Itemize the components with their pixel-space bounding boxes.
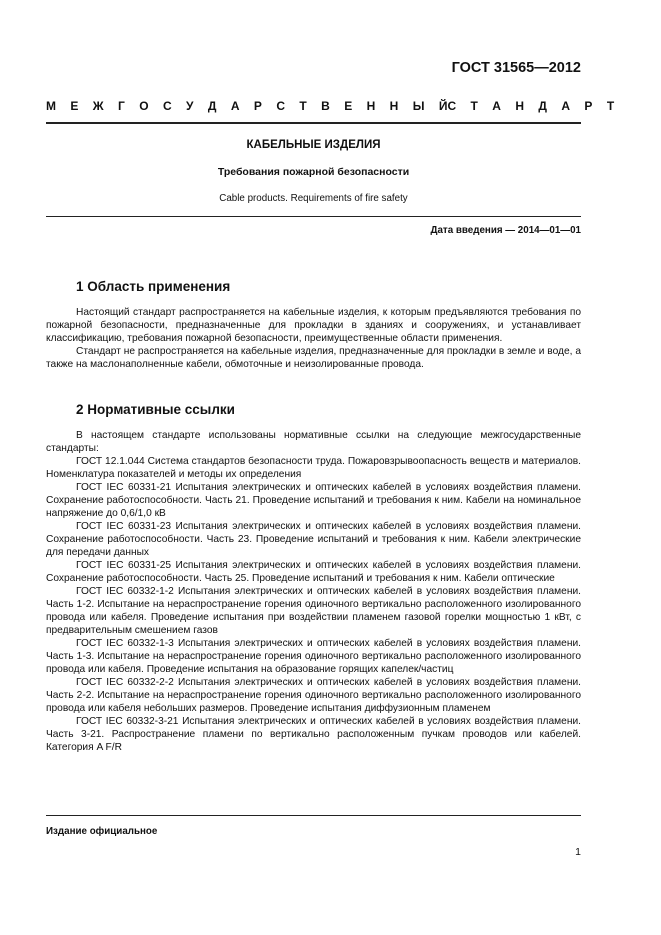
page-number: 1 xyxy=(575,846,581,858)
section-2-body xyxy=(46,429,581,754)
heading-letter: Г xyxy=(118,99,125,113)
heading-letter: С xyxy=(162,99,172,113)
heading-letter: С xyxy=(447,99,457,113)
heading-letter: Д xyxy=(207,99,217,113)
title-divider xyxy=(46,216,581,217)
official-edition-label: Издание официальное xyxy=(46,826,158,837)
footer-divider xyxy=(46,815,581,816)
heading-letter: Н xyxy=(366,99,376,113)
section-1-title: 1 Область применения xyxy=(76,279,231,294)
heading-letter: С xyxy=(276,99,285,113)
reference-item: ГОСТ IEC 60331-21 Испытания электрических и оптических кабелей в условиях воздействия пламени. Сохранение работоспособности. Часть 21. Проведение испытаний и требования к ним. Кабели на номинальное напряжение до 0,6/1,0 кВ xyxy=(46,482,581,519)
paragraph: В настоящем стандарте использованы нормативные ссылки на следующие межгосударственные стандарты: xyxy=(46,430,581,454)
header-divider xyxy=(46,122,581,124)
section-1-body xyxy=(46,306,581,371)
english-title: Cable products. Requirements of fire safety xyxy=(219,193,408,204)
heading-letter: А xyxy=(492,99,501,113)
heading-letter: Н xyxy=(389,99,399,113)
heading-letter: А xyxy=(230,99,240,113)
heading-letter: О xyxy=(139,99,149,113)
heading-letter: Р xyxy=(253,99,262,113)
standard-word xyxy=(447,99,614,113)
reference-item: ГОСТ IEC 60332-1-2 Испытания электрических и оптических кабелей в условиях воздействия пламени. Часть 1-2. Испытание на нераспространение горения одиночного вертикально расположенного изолированного провода или кабеля. Проведение испытания при воздействии пламенем газовой горелки мощностью 1 кВт, с предварительным смешением газов xyxy=(46,586,581,636)
gost-number: ГОСТ 31565—2012 xyxy=(451,60,581,76)
interstate-word xyxy=(46,99,447,113)
heading-letter: У xyxy=(186,99,194,113)
heading-letter: Т xyxy=(606,99,615,113)
reference-item: ГОСТ IEC 60332-1-3 Испытания электрических и оптических кабелей в условиях воздействия пламени. Часть 1-3. Испытание на нераспространение горения одиночного вертикально расположенного изолированного провода или кабеля. Проведение испытания на образование горящих капелек/частиц xyxy=(46,638,581,675)
introduction-date: Дата введения — 2014—01—01 xyxy=(430,225,581,236)
reference-item: ГОСТ IEC 60332-3-21 Испытания электрических и оптических кабелей в условиях воздействия пламени. Часть 3-21. Распространение пламени по вертикально расположенным пучкам проводов или кабелей. Категория A F/R xyxy=(46,716,581,753)
interstate-standard-heading xyxy=(46,99,615,113)
heading-letter: Д xyxy=(538,99,547,113)
reference-item: ГОСТ IEC 60332-2-2 Испытания электрических и оптических кабелей в условиях воздействия пламени. Часть 2-2. Испытание на нераспространение горения одиночного вертикально расположенного изолированного провода или кабеля небольших размеров. Проведение испытания диффузионным пламенем xyxy=(46,677,581,714)
heading-letter: А xyxy=(561,99,571,113)
paragraph: Стандарт не распространяется на кабельные изделия, предназначенные для прокладки в земле и воде, а также на маслонаполненные кабели, обмоточные и неизолированные провода. xyxy=(46,346,581,370)
section-2-title: 2 Нормативные ссылки xyxy=(76,402,235,417)
heading-letter: Р xyxy=(584,99,593,113)
heading-letter: Ы xyxy=(412,99,425,113)
heading-letter: Т xyxy=(470,99,478,113)
heading-letter: Й xyxy=(438,99,448,113)
heading-letter: Ж xyxy=(92,99,104,113)
heading-letter: Т xyxy=(299,99,307,113)
document-title: КАБЕЛЬНЫЕ ИЗДЕЛИЯ xyxy=(246,139,381,151)
reference-item: ГОСТ IEC 60331-25 Испытания электрических и оптических кабелей в условиях воздействия пламени. Сохранение работоспособности. Часть 25. Проведение испытаний и требования к ним. Кабели оптические xyxy=(46,560,581,584)
heading-letter: Н xyxy=(515,99,525,113)
reference-item: ГОСТ IEC 60331-23 Испытания электрических и оптических кабелей в условиях воздействия пламени. Сохранение работоспособности. Часть 23. Проведение испытаний и требования к ним. Кабели электрические для передачи данных xyxy=(46,521,581,558)
heading-letter: Е xyxy=(70,99,79,113)
heading-letter: В xyxy=(321,99,330,113)
reference-item: ГОСТ 12.1.044 Система стандартов безопасности труда. Пожаровзрывоопасность веществ и материалов. Номенклатура показателей и методы их определения xyxy=(46,456,581,480)
heading-letter: М xyxy=(46,99,56,113)
document-subtitle: Требования пожарной безопасности xyxy=(217,166,410,178)
paragraph: Настоящий стандарт распространяется на кабельные изделия, к которым предъявляются требования по пожарной безопасности, предназначенные для прокладки в зданиях и сооружениях, и устанавливает классификацию, требования пожарной безопасности, преимущественные области применения. xyxy=(46,307,581,344)
heading-letter: Е xyxy=(344,99,353,113)
